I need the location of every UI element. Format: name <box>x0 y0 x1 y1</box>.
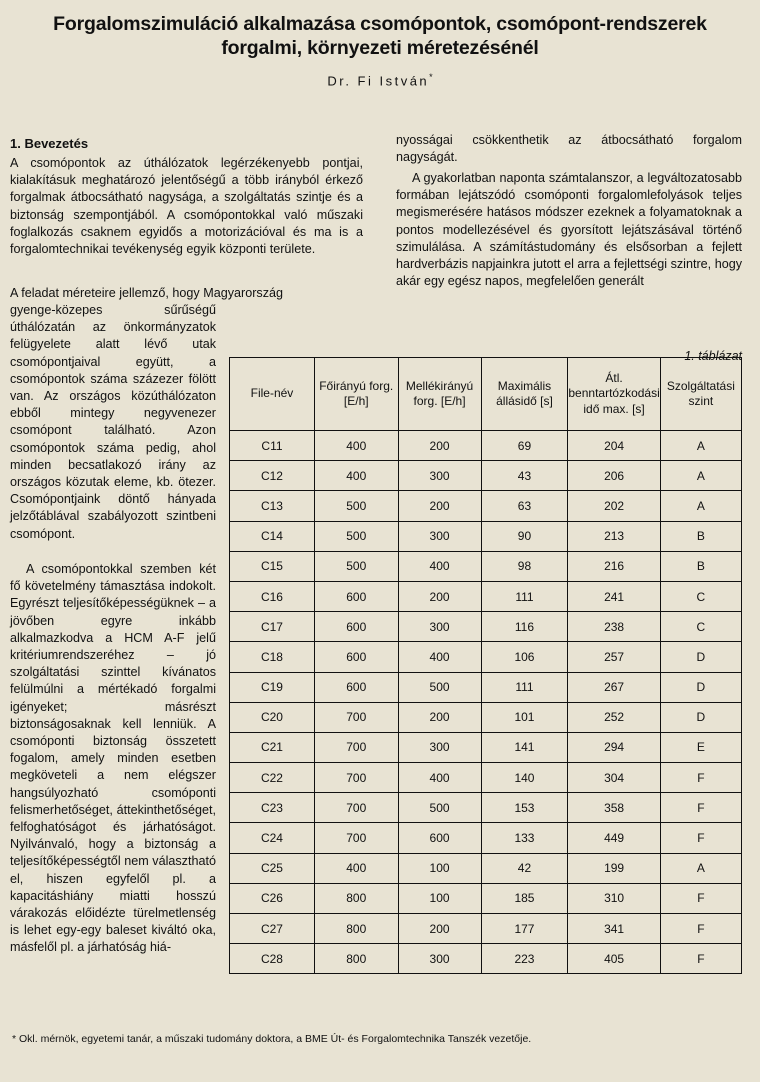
cell-file-name: C22 <box>230 763 315 793</box>
cell-max-wait: 223 <box>481 944 568 974</box>
table-row <box>230 823 742 853</box>
cell-max-wait: 177 <box>481 914 568 944</box>
cell-file-name: C18 <box>230 642 315 672</box>
cell-file-name: C23 <box>230 793 315 823</box>
cell-service-level: F <box>660 914 741 944</box>
section-heading: 1. Bevezetés <box>10 136 89 151</box>
cell-max-wait: 185 <box>481 883 568 913</box>
table-row <box>230 914 742 944</box>
cell-file-name: C19 <box>230 672 315 702</box>
cell-main-flow: 600 <box>314 672 398 702</box>
cell-side-flow: 400 <box>398 642 481 672</box>
cell-avg-time: 206 <box>568 461 660 491</box>
table-row <box>230 883 742 913</box>
cell-service-level: F <box>660 823 741 853</box>
cell-main-flow: 700 <box>314 793 398 823</box>
cell-main-flow: 700 <box>314 732 398 762</box>
cell-side-flow: 300 <box>398 612 481 642</box>
cell-side-flow: 200 <box>398 431 481 461</box>
table-row <box>230 672 742 702</box>
cell-file-name: C21 <box>230 732 315 762</box>
left-paragraph-2-first-line: A feladat méreteire jellemző, hogy Magyarország <box>10 286 283 300</box>
cell-file-name: C28 <box>230 944 315 974</box>
cell-service-level: F <box>660 763 741 793</box>
cell-main-flow: 400 <box>314 853 398 883</box>
cell-service-level: F <box>660 883 741 913</box>
cell-file-name: C17 <box>230 612 315 642</box>
author-footnote-mark: * <box>429 72 433 82</box>
table-row <box>230 853 742 883</box>
cell-service-level: A <box>660 461 741 491</box>
cell-service-level: B <box>660 551 741 581</box>
cell-service-level: D <box>660 642 741 672</box>
cell-max-wait: 141 <box>481 732 568 762</box>
cell-avg-time: 241 <box>568 581 660 611</box>
left-paragraph-2: gyenge-közepes sűrűségű úthálózatán az önkormányzatok felügyelete alatt lévő utak csomópontjaival együtt, a csomópontok száma százezer fölött van. Az országos közúthálózaton ebből mintegy negyvenezer csomópont található. Azon csomópontok száma pedig, ahol minden becsatlakozó irány az országos közutak eleme, kb. ötezer. Csomópontjaink döntő hányada jelzőtáblával szabályozott szintbeni csomópont. <box>10 303 216 541</box>
cell-max-wait: 153 <box>481 793 568 823</box>
cell-side-flow: 200 <box>398 914 481 944</box>
cell-main-flow: 400 <box>314 431 398 461</box>
cell-file-name: C20 <box>230 702 315 732</box>
left-paragraph-3: A csomópontokkal szemben két fő követelmény támasztása indokolt. Egyrészt teljesítőképességüknek – a jövőben egyre inkább alkalmazkodva a HCM A-F jelű kritériumrendszeréhez – jó szolgáltatási szinttel kívánatos felülmúlni a mértékadó forgalmi igényeket; másrészt biztonságosaknak kell lenniük. A csomóponti biztonság összetett fogalom, amely minden esetben megköveteli a nem elégszer hangsúlyozható csomóponti felismerhetőséget, áttekinthetőséget, felfoghatóságot és járhatóságot. Nyilvánvaló, hogy a biztonság a teljesítőképességtől nem választható el, hiszen egyfelől pl. a kapacitáshiány miatti hosszú várakozás előidézte türelmetlenség is lehet egy-egy baleset kiváltó oka, másfelől pl. a járhatóság hiá- <box>10 562 216 955</box>
cell-main-flow: 700 <box>314 702 398 732</box>
cell-avg-time: 405 <box>568 944 660 974</box>
cell-avg-time: 216 <box>568 551 660 581</box>
cell-file-name: C27 <box>230 914 315 944</box>
author <box>0 72 760 88</box>
cell-main-flow: 600 <box>314 581 398 611</box>
author-name: Dr. Fi István <box>327 73 430 89</box>
table-row <box>230 612 742 642</box>
cell-max-wait: 111 <box>481 672 568 702</box>
cell-max-wait: 43 <box>481 461 568 491</box>
right-paragraph-2: A gyakorlatban naponta számtalanszor, a legváltozatosabb formában lejátszódó csomóponti forgalomlefolyások teljes megismerésére hatásos módszer ezeknek a folyamatoknak a pontos modellezésével és gyorsított lejátszásával történő szimulálása. A számítástudomány és elsősorban a fejlett hardverbázis napjainkra jutott el arra a fejlettségi szintre, hogy akár egy egész napos, megfelelően generált <box>396 171 742 289</box>
table-row <box>230 702 742 732</box>
cell-main-flow: 500 <box>314 551 398 581</box>
table-row <box>230 521 742 551</box>
cell-side-flow: 200 <box>398 491 481 521</box>
table-header-row <box>230 358 742 431</box>
table-row <box>230 431 742 461</box>
header-main-flow: Főirányú forg. [E/h] <box>314 358 398 431</box>
cell-file-name: C11 <box>230 431 315 461</box>
cell-main-flow: 700 <box>314 763 398 793</box>
cell-side-flow: 300 <box>398 944 481 974</box>
cell-avg-time: 257 <box>568 642 660 672</box>
table-row <box>230 642 742 672</box>
table-body <box>230 431 742 974</box>
cell-avg-time: 341 <box>568 914 660 944</box>
left-paragraph-1: A csomópontok az úthálózatok legérzékenyebb pontjai, kialakításuk meghatározó jelentőségű a több irányból érkező forgalmak átbocsátható nagysága, a szolgáltatás szintje és a biztonság szempontjából. A csomópontokkal való műszaki foglalkozás csaknem egyidős a motorizációval és ma is a forgalomtechnikai tevékenység egyik központi területe. <box>10 156 363 257</box>
cell-side-flow: 500 <box>398 672 481 702</box>
cell-max-wait: 98 <box>481 551 568 581</box>
cell-side-flow: 300 <box>398 732 481 762</box>
cell-service-level: A <box>660 853 741 883</box>
cell-avg-time: 202 <box>568 491 660 521</box>
cell-avg-time: 238 <box>568 612 660 642</box>
cell-file-name: C16 <box>230 581 315 611</box>
cell-side-flow: 500 <box>398 793 481 823</box>
cell-max-wait: 69 <box>481 431 568 461</box>
cell-main-flow: 800 <box>314 883 398 913</box>
cell-service-level: B <box>660 521 741 551</box>
table-row <box>230 581 742 611</box>
cell-avg-time: 204 <box>568 431 660 461</box>
cell-avg-time: 199 <box>568 853 660 883</box>
cell-main-flow: 800 <box>314 914 398 944</box>
cell-service-level: C <box>660 612 741 642</box>
cell-max-wait: 133 <box>481 823 568 853</box>
paper-title <box>0 12 760 60</box>
cell-main-flow: 600 <box>314 642 398 672</box>
cell-service-level: D <box>660 672 741 702</box>
cell-side-flow: 300 <box>398 521 481 551</box>
cell-avg-time: 304 <box>568 763 660 793</box>
table-row <box>230 763 742 793</box>
footnote: * Okl. mérnök, egyetemi tanár, a műszaki tudomány doktora, a BME Út- és Forgalomtechnika Tanszék vezetője. <box>12 1033 532 1045</box>
cell-main-flow: 600 <box>314 612 398 642</box>
cell-max-wait: 106 <box>481 642 568 672</box>
cell-service-level: F <box>660 793 741 823</box>
cell-main-flow: 500 <box>314 521 398 551</box>
cell-side-flow: 200 <box>398 702 481 732</box>
cell-max-wait: 116 <box>481 612 568 642</box>
data-table <box>229 357 742 974</box>
cell-max-wait: 101 <box>481 702 568 732</box>
table-row <box>230 551 742 581</box>
cell-file-name: C12 <box>230 461 315 491</box>
cell-side-flow: 200 <box>398 581 481 611</box>
table-row <box>230 793 742 823</box>
cell-max-wait: 140 <box>481 763 568 793</box>
cell-side-flow: 100 <box>398 883 481 913</box>
header-side-flow: Mellékirányú forg. [E/h] <box>398 358 481 431</box>
header-max-wait: Maximális állásidő [s] <box>481 358 568 431</box>
cell-max-wait: 42 <box>481 853 568 883</box>
cell-main-flow: 800 <box>314 944 398 974</box>
cell-service-level: A <box>660 491 741 521</box>
header-avg-time: Átl. benntartózkodási idő max. [s] <box>568 358 660 431</box>
cell-side-flow: 600 <box>398 823 481 853</box>
cell-service-level: E <box>660 732 741 762</box>
cell-avg-time: 252 <box>568 702 660 732</box>
paper-title-line-1: Forgalomszimuláció alkalmazása csomópontok, csomópont-rendszerek <box>53 13 707 35</box>
cell-side-flow: 300 <box>398 461 481 491</box>
cell-file-name: C15 <box>230 551 315 581</box>
paper-title-line-2: forgalmi, környezeti méretezésénél <box>221 37 539 59</box>
table-row <box>230 944 742 974</box>
cell-file-name: C13 <box>230 491 315 521</box>
cell-service-level: D <box>660 702 741 732</box>
cell-avg-time: 358 <box>568 793 660 823</box>
cell-avg-time: 449 <box>568 823 660 853</box>
cell-side-flow: 100 <box>398 853 481 883</box>
cell-file-name: C25 <box>230 853 315 883</box>
cell-main-flow: 700 <box>314 823 398 853</box>
header-service-level: Szolgáltatási szint <box>660 358 741 431</box>
cell-side-flow: 400 <box>398 551 481 581</box>
table-row <box>230 491 742 521</box>
cell-avg-time: 294 <box>568 732 660 762</box>
cell-max-wait: 111 <box>481 581 568 611</box>
header-file-name: File-név <box>230 358 315 431</box>
cell-side-flow: 400 <box>398 763 481 793</box>
table-row <box>230 461 742 491</box>
cell-avg-time: 310 <box>568 883 660 913</box>
cell-avg-time: 213 <box>568 521 660 551</box>
cell-service-level: F <box>660 944 741 974</box>
table-caption: 1. táblázat <box>684 349 742 363</box>
cell-max-wait: 90 <box>481 521 568 551</box>
cell-file-name: C26 <box>230 883 315 913</box>
cell-avg-time: 267 <box>568 672 660 702</box>
table-row <box>230 732 742 762</box>
cell-service-level: C <box>660 581 741 611</box>
cell-service-level: A <box>660 431 741 461</box>
cell-file-name: C14 <box>230 521 315 551</box>
right-paragraph-1: nyosságai csökkenthetik az átbocsátható forgalom nagyságát. <box>396 133 742 165</box>
cell-main-flow: 500 <box>314 491 398 521</box>
cell-max-wait: 63 <box>481 491 568 521</box>
cell-file-name: C24 <box>230 823 315 853</box>
cell-main-flow: 400 <box>314 461 398 491</box>
